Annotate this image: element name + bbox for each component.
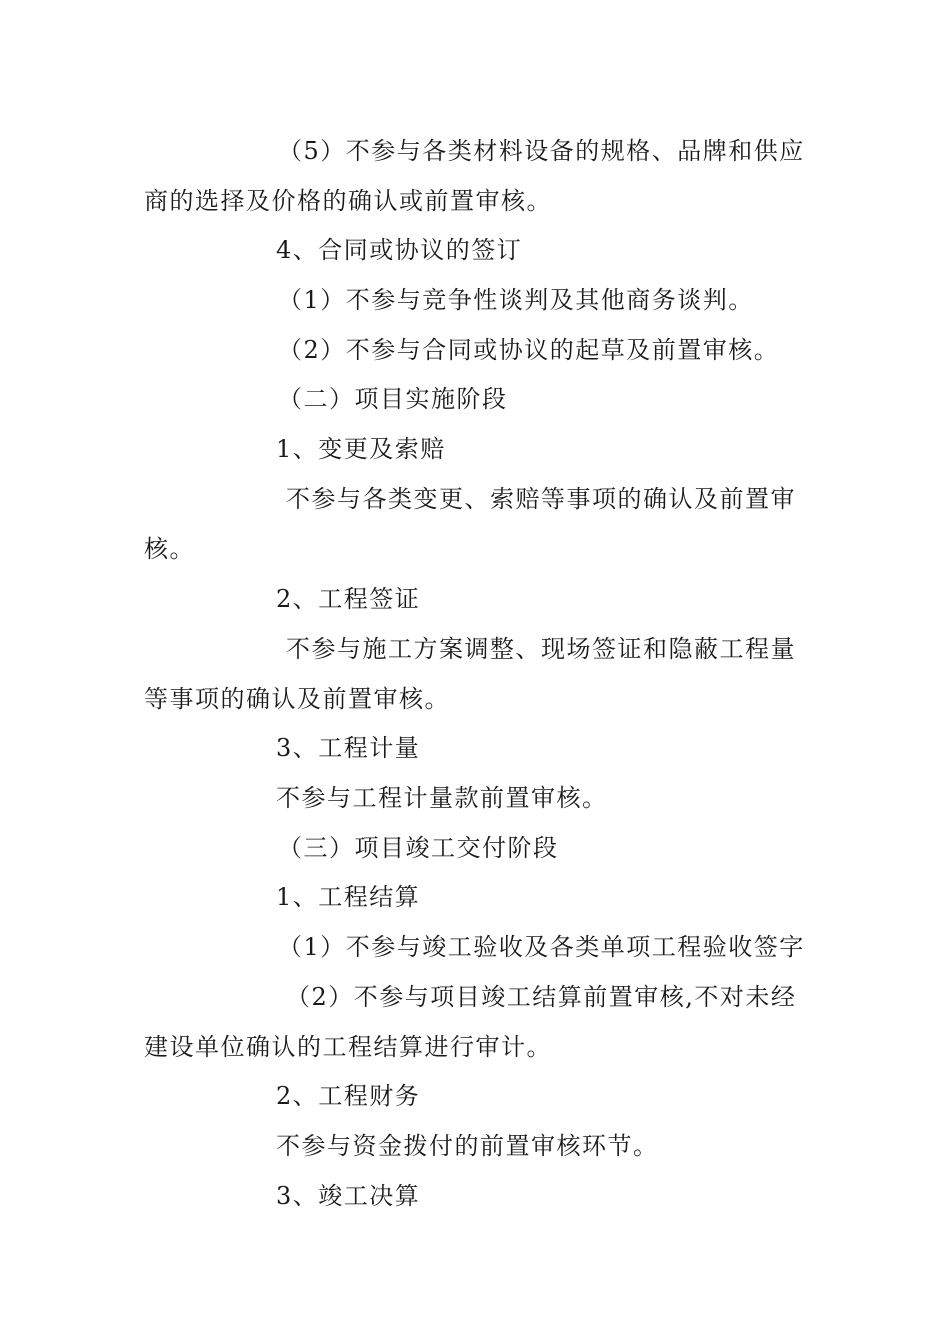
paragraph-line: 核。 — [144, 535, 195, 563]
paragraph-line: （2）不参与合同或协议的起草及前置审核。 — [278, 336, 780, 364]
paragraph-line: （5）不参与各类材料设备的规格、品牌和供应 — [278, 137, 805, 165]
paragraph-line: 等事项的确认及前置审核。 — [144, 685, 450, 713]
section-heading: 2、工程签证 — [276, 585, 421, 613]
section-heading: 3、竣工决算 — [276, 1182, 421, 1210]
section-heading: （三）项目竣工交付阶段 — [278, 834, 559, 862]
paragraph-line: 不参与工程计量款前置审核。 — [276, 784, 608, 812]
section-heading: 2、工程财务 — [276, 1082, 421, 1110]
paragraph-line: （2）不参与项目竣工结算前置审核,不对未经 — [286, 983, 797, 1011]
paragraph-line: 不参与各类变更、索赔等事项的确认及前置审 — [286, 485, 796, 513]
paragraph-line: 不参与施工方案调整、现场签证和隐蔽工程量 — [286, 635, 796, 663]
section-heading: 1、变更及索赔 — [276, 435, 446, 463]
paragraph-line: 商的选择及价格的确认或前置审核。 — [144, 187, 552, 215]
paragraph-line: （1）不参与竣工验收及各类单项工程验收签字 — [278, 933, 805, 961]
paragraph-line: 建设单位确认的工程结算进行审计。 — [144, 1033, 552, 1061]
section-heading: 1、工程结算 — [276, 883, 421, 911]
section-heading: （二）项目实施阶段 — [278, 385, 508, 413]
section-heading: 3、工程计量 — [276, 734, 421, 762]
paragraph-line: 不参与资金拨付的前置审核环节。 — [276, 1132, 659, 1160]
paragraph-line: （1）不参与竞争性谈判及其他商务谈判。 — [278, 286, 754, 314]
section-heading: 4、合同或协议的签订 — [276, 236, 523, 264]
